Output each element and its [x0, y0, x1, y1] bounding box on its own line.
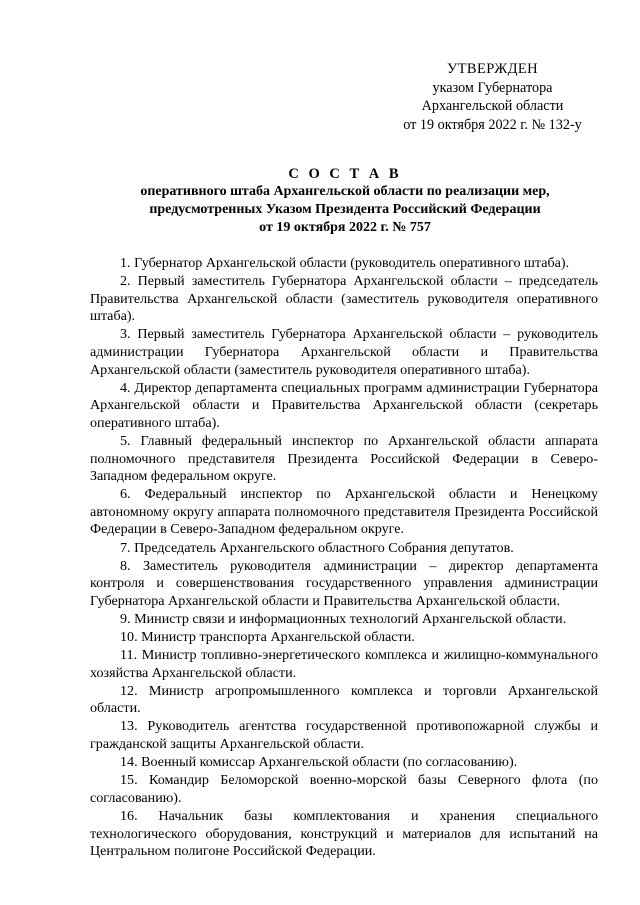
title-line-2: предусмотренных Указом Президента Российский Федерации — [149, 202, 541, 217]
list-item: 16. Начальник базы комплектования и хранения специального технологического оборудования, конструкций и материалов для испытаний на Центральном полигоне Российской Федерации. — [90, 807, 598, 860]
list-item: 6. Федеральный инспектор по Архангельской области и Ненецкому автономному округу аппарата полномочного представителя Президента Российской Федерации в Северо-Западном федеральном округе. — [90, 486, 598, 538]
list-item: 4. Директор департамента специальных программ администрации Губернатора Архангельской области и Правительства Архангельской области (секретарь оперативного штаба). — [90, 379, 598, 431]
approval-line-1: указом Губернатора — [432, 79, 553, 96]
title-line-1: оперативного штаба Архангельской области по реализации мер, — [140, 184, 550, 199]
approval-heading: УТВЕРЖДЕН — [446, 61, 539, 77]
list-item: 14. Военный комиссар Архангельской области (по согласованию). — [120, 754, 518, 771]
list-item: 5. Главный федеральный инспектор по Архангельской области аппарата полномочного представителя Президента Российской Федерации в Северо-Западном федеральном округе. — [90, 432, 598, 485]
members-list — [90, 255, 598, 861]
list-item: 15. Командир Беломорской военно-морской базы Северного флота (по согласованию). — [90, 772, 598, 806]
list-item: 2. Первый заместитель Губернатора Архангельской области – председатель Правительства Архангельской области (заместитель руководителя оперативного штаба). — [90, 273, 598, 325]
list-item: 10. Министр транспорта Архангельской области. — [120, 628, 415, 645]
document-title — [92, 165, 598, 237]
title-sostav: С О С Т А В — [288, 166, 402, 182]
approval-stamp — [380, 60, 605, 134]
list-item: 11. Министр топливно-энергетического комплекса и жилищно-коммунального хозяйства Архангельской области. — [90, 647, 598, 681]
list-item: 7. Председатель Архангельского областного Собрания депутатов. — [120, 539, 514, 556]
list-item: 3. Первый заместитель Губернатора Архангельской области – руководитель администрации Губернатора Архангельской области и Правительства Архангельской области (заместитель руководителя оперативного штаба). — [90, 326, 598, 378]
list-item: 13. Руководитель агентства государственной противопожарной службы и гражданской защиты Архангельской области. — [90, 718, 598, 753]
list-item: 12. Министр агропромышленного комплекса и торговли Архангельской области. — [90, 682, 598, 717]
approval-line-3: от 19 октября 2022 г. № 132-у — [403, 116, 582, 133]
list-item: 8. Заместитель руководителя администрации – директор департамента контроля и совершенствования государственного управления администрации Губернатора Архангельской области и Правительства Архангельской области. — [90, 557, 598, 609]
list-item: 1. Губернатор Архангельской области (руководитель оперативного штаба). — [120, 255, 570, 271]
title-line-3: от 19 октября 2022 г. № 757 — [259, 220, 431, 235]
approval-line-2: Архангельской области — [421, 98, 564, 114]
list-item: 9. Министр связи и информационных технологий Архангельской области. — [120, 610, 567, 627]
